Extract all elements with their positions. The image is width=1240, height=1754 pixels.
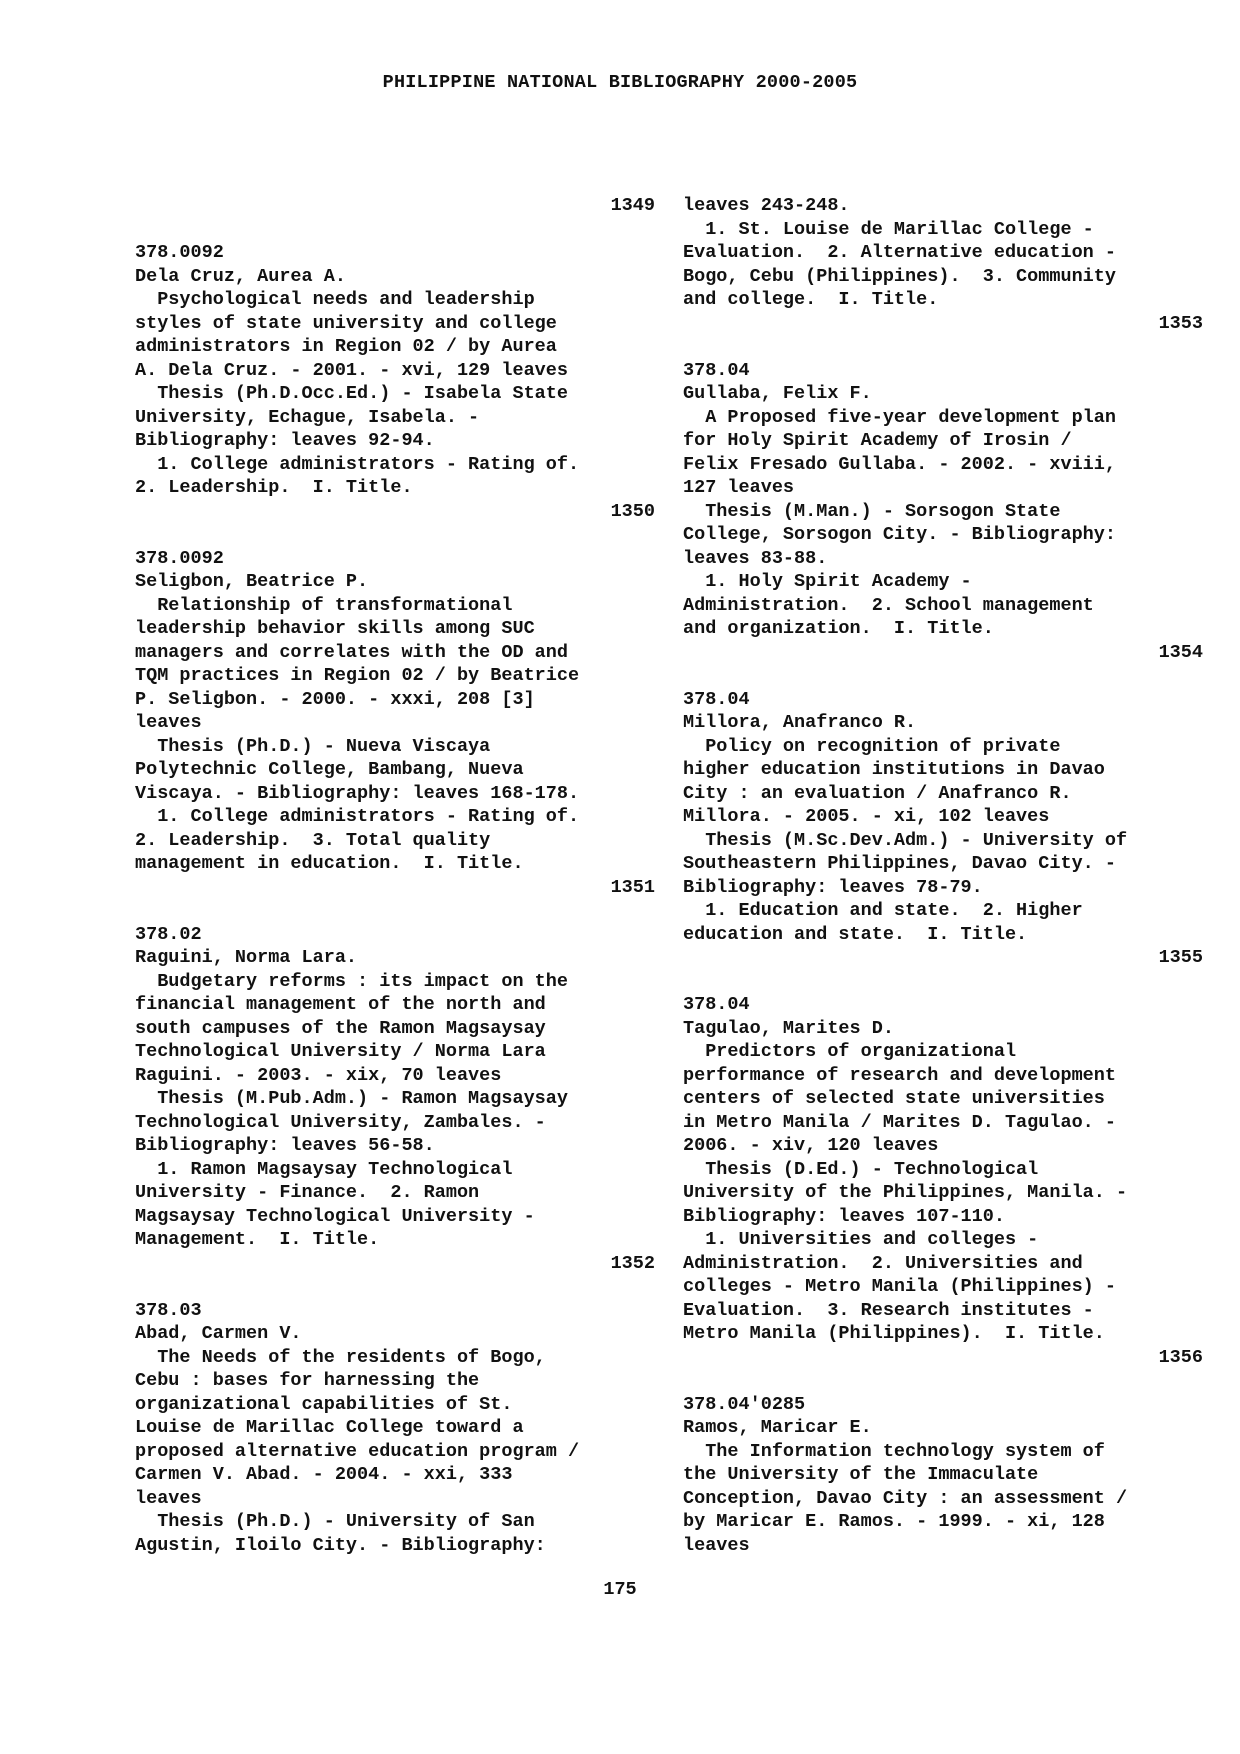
text-line: 1. Holy Spirit Academy - [683,571,972,592]
text-line: Thesis (M.Pub.Adm.) - Ramon Magsaysay [135,1088,568,1109]
entry-number: 1350 [610,500,655,522]
text-line: University, Echague, Isabela. - [135,406,480,428]
text-line: styles of state university and college [135,312,557,334]
entry-number: 1349 [610,195,655,216]
text-line: 378.0092 [135,242,224,263]
text-line: A. Dela Cruz. - 2001. - xvi, 129 leaves [135,359,568,381]
text-line: Ramos, Maricar E. [683,1417,872,1438]
text-line: 2. Leadership. 3. Total quality [135,829,491,851]
entry-number: 1354 [1158,641,1203,663]
text-line [683,664,1203,688]
text-line: Thesis (Ph.D.Occ.Ed.) - Isabela State [135,383,568,404]
text-line: Raguini. - 2003. - xix, 70 leaves [135,1064,502,1086]
right-column [683,194,1203,1557]
text-line: 1. College administrators - Rating of. [135,806,580,827]
text-line [683,335,1203,359]
page-title: PHILIPPINE NATIONAL BIBLIOGRAPHY 2000-2005 [382,72,858,93]
text-line: University of the Philippines, Manila. - [683,1182,1128,1203]
text-line: organizational capabilities of St. [135,1393,513,1415]
text-line: administrators in Region 02 / by Aurea [135,336,557,357]
text-line: Psychological needs and leadership [135,289,535,310]
text-line: Tagulao, Marites D. [683,1017,894,1039]
text-line: Raguini, Norma Lara. [135,947,358,968]
text-line: 378.04 [683,359,750,381]
text-line: south campuses of the Ramon Magsaysay [135,1017,546,1039]
text-line [135,1275,655,1299]
text-line: Southeastern Philippines, Davao City. - [683,853,1116,874]
text-line: Millora, Anafranco R. [683,712,917,733]
text-line: Magsaysay Technological University - [135,1205,535,1227]
text-line: Bibliography: leaves 107-110. [683,1205,1005,1227]
text-line: Carmen V. Abad. - 2004. - xxi, 333 [135,1464,513,1485]
text-line: The Needs of the residents of Bogo, [135,1346,546,1368]
text-line: Bibliography: leaves 92-94. [135,430,435,451]
text-line: 1. Universities and colleges - [683,1229,1039,1250]
text-line: Abad, Carmen V. [135,1323,302,1344]
text-line: 1. Education and state. 2. Higher [683,900,1083,921]
text-line: Thesis (D.Ed.) - Technological [683,1158,1039,1180]
text-line: A Proposed five-year development plan [683,406,1116,428]
text-line: Predictors of organizational [683,1041,1017,1062]
text-line: 378.0092 [135,547,224,569]
text-line: leaves [135,712,202,733]
text-line: colleges - Metro Manila (Philippines) - [683,1276,1116,1297]
text-line [135,218,655,242]
text-line: 2. Leadership. I. Title. [135,477,413,498]
text-line: Louise de Marillac College toward a [135,1417,524,1438]
text-line: performance of research and development [683,1064,1116,1086]
text-line: education and state. I. Title. [683,923,1028,945]
text-line: 378.03 [135,1299,202,1321]
text-line: higher education institutions in Davao [683,759,1105,780]
text-line: Technological University / Norma Lara [135,1041,546,1062]
text-line: leaves 83-88. [683,547,828,569]
text-line: City : an evaluation / Anafranco R. [683,782,1072,804]
text-line: Seligbon, Beatrice P. [135,571,369,592]
text-line: Polytechnic College, Bambang, Nueva [135,759,524,780]
text-line: leaves [135,1487,202,1509]
text-line: Millora. - 2005. - xi, 102 leaves [683,806,1050,827]
text-line: Policy on recognition of private [683,735,1061,757]
text-line: 127 leaves [683,477,795,498]
text-line: 378.02 [135,923,202,945]
text-line: Viscaya. - Bibliography: leaves 168-178. [135,782,580,804]
text-line: Dela Cruz, Aurea A. [135,265,346,287]
text-line [135,523,655,547]
text-line: Thesis (M.Sc.Dev.Adm.) - University of [683,829,1128,851]
text-line: Cebu : bases for harnessing the [135,1370,480,1391]
entry-number: 1356 [1158,1346,1203,1368]
left-column [135,194,655,1557]
text-line: Technological University, Zambales. - [135,1111,546,1133]
text-line: by Maricar E. Ramos. - 1999. - xi, 128 [683,1511,1105,1532]
text-line: leadership behavior skills among SUC [135,618,535,639]
entry-number: 1352 [610,1252,655,1274]
text-line: College, Sorsogon City. - Bibliography: [683,524,1116,545]
text-line: Management. I. Title. [135,1229,380,1250]
text-line: Thesis (M.Man.) - Sorsogon State [683,500,1061,522]
text-line: for Holy Spirit Academy of Irosin / [683,430,1072,451]
text-line: Relationship of transformational [135,594,513,616]
text-line: 1. St. Louise de Marillac College - [683,218,1094,240]
entry-number: 1355 [1158,947,1203,968]
text-line: Agustin, Iloilo City. - Bibliography: [135,1534,546,1556]
text-line: Administration. 2. Universities and [683,1252,1083,1274]
text-line: Gullaba, Felix F. [683,383,872,404]
text-line [683,970,1203,994]
text-line: financial management of the north and [135,994,546,1015]
entry-number: 1353 [1158,312,1203,334]
text-line: Bogo, Cebu (Philippines). 3. Community [683,265,1116,287]
text-line: TQM practices in Region 02 / by Beatrice [135,665,580,686]
text-line: P. Seligbon. - 2000. - xxxi, 208 [3] [135,688,535,710]
text-line: proposed alternative education program / [135,1440,580,1462]
text-line: centers of selected state universities [683,1088,1105,1109]
text-line: Thesis (Ph.D.) - University of San [135,1511,535,1532]
text-line [135,899,655,923]
text-line: in Metro Manila / Marites D. Tagulao. - [683,1111,1116,1133]
text-line: The Information technology system of [683,1440,1105,1462]
text-line: 1. College administrators - Rating of. [135,453,580,475]
text-line: Thesis (Ph.D.) - Nueva Viscaya [135,735,491,757]
text-line: Metro Manila (Philippines). I. Title. [683,1323,1105,1344]
text-line: the University of the Immaculate [683,1464,1039,1485]
text-line: leaves 243-248. [683,195,850,216]
text-line: University - Finance. 2. Ramon [135,1182,480,1203]
text-line: and college. I. Title. [683,289,939,310]
text-line: 378.04 [683,688,750,710]
text-line: 2006. - xiv, 120 leaves [683,1135,939,1156]
text-line: 1. Ramon Magsaysay Technological [135,1158,513,1180]
page-number: 175 [603,1579,637,1600]
entry-number: 1351 [610,876,655,898]
text-line: Conception, Davao City : an assessment / [683,1487,1128,1509]
text-line: Evaluation. 3. Research institutes - [683,1299,1094,1321]
text-line: Felix Fresado Gullaba. - 2002. - xviii, [683,453,1116,475]
text-line: Administration. 2. School management [683,594,1094,616]
text-line: 378.04'0285 [683,1393,806,1415]
text-line: Bibliography: leaves 78-79. [683,876,983,898]
text-line: 378.04 [683,994,750,1015]
text-line: Evaluation. 2. Alternative education - [683,242,1116,263]
text-line [683,1369,1203,1393]
text-line: Budgetary reforms : its impact on the [135,970,568,992]
text-line: managers and correlates with the OD and [135,641,568,663]
text-line: Bibliography: leaves 56-58. [135,1135,435,1156]
text-line: management in education. I. Title. [135,853,524,874]
text-line: and organization. I. Title. [683,618,994,639]
text-line: leaves [683,1534,750,1556]
